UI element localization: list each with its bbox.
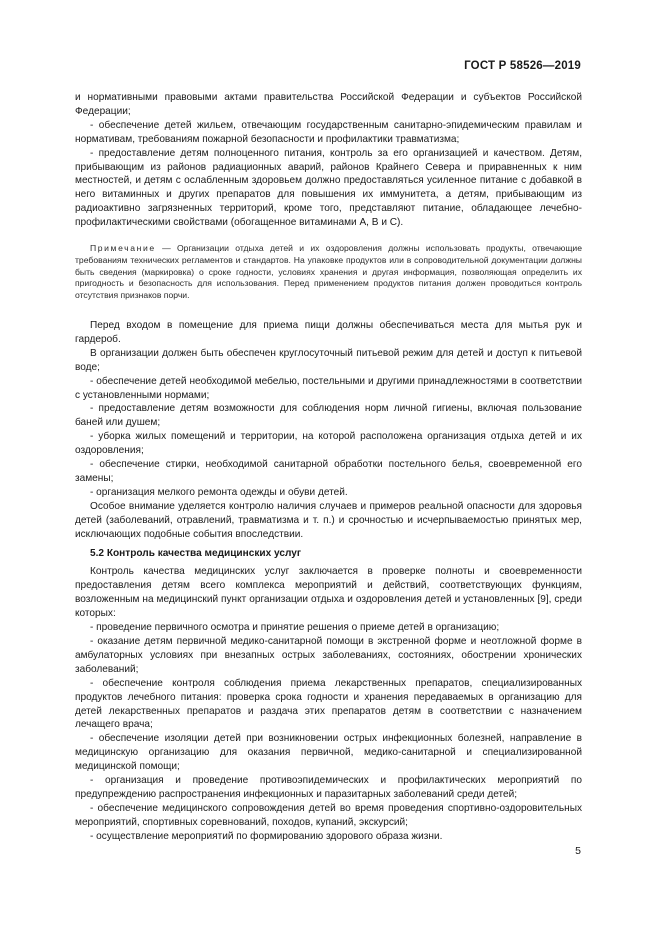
note-text: — Организации отдыха детей и их оздоровления должны использовать продукты, отвечающие требованиям технических регламентов и стандартов. На упаковке продуктов или в сопроводительной документации должны быть сведения (маркировка) о сроке годности, условиях хранения и другая информация, позволяющая определить их пригодность и безопасность для использования. Перед применением продуктов питания должен проводиться контроль отсутствия признаков порчи.: [75, 243, 582, 301]
list-item: - обеспечение детей жильем, отвечающим государственным санитарно-эпидемическим правилам и нормативам, требованиям пожарной безопасности и профилактики травматизма;: [75, 119, 582, 145]
list-item: - проведение первичного осмотра и принятие решения о приеме детей в организацию;: [90, 622, 500, 634]
note-label: Примечание: [90, 243, 156, 254]
paragraph: Перед входом в помещение для приема пищи должны обеспечиваться места для мытья рук и гардероб.: [75, 320, 582, 345]
list-item: - обеспечение медицинского сопровождения детей во время проведения спортивно-оздоровительных мероприятий, спортивных соревнований, походов, купаний, экскурсий;: [75, 802, 582, 828]
document-header: ГОСТ Р 58526—2019: [464, 60, 581, 72]
list-item: - организация и проведение противоэпидемических и профилактических мероприятий по предупреждению распространения инфекционных и паразитарных заболеваний среди детей;: [75, 775, 582, 800]
list-item: - обеспечение изоляции детей при возникновении острых инфекционных болезней, направление в медицинскую организацию для оказания первичной, медико-санитарной и специализированной медицинской помощи;: [75, 733, 582, 773]
paragraph: В организации должен быть обеспечен круглосуточный питьевой режим для детей и доступ к питьевой воде;: [75, 347, 582, 373]
list-item: - осуществление мероприятий по формированию здорового образа жизни.: [90, 830, 443, 842]
note: [75, 243, 582, 302]
list-item: - уборка жилых помещений и территории, на которой расположена организация отдыха детей и их оздоровления;: [75, 431, 582, 457]
list-item: - организация мелкого ремонта одежды и обуви детей.: [90, 486, 348, 498]
paragraph: Контроль качества медицинских услуг заключается в проверке полноты и своевременности предоставления детям всего комплекса мероприятий и действий, соответствующих функциям, возложенным на медицинский пункт организации отдыха и оздоровления детей и установленных [9], среди которых:: [75, 566, 582, 620]
section-heading: 5.2 Контроль качества медицинских услуг: [90, 547, 302, 559]
list-item: - обеспечение контроля соблюдения приема лекарственных препаратов, специализированных продуктов лечебного питания: проверка срока годности и хранения передаваемых в организацию для детей лекарственных препаратов и раздача этих препаратов детям в соответствии с назначением лечащего врача;: [75, 677, 582, 731]
list-item: - предоставление детям полноценного питания, контроль за его организацией и качеством. Детям, прибывающим из районов радиационных аварий, районов Крайнего Севера и приравненных к ним местностей, и детям с ослабленным здоровьем должно предоставляться усиленное питание с добавкой в него витаминных и других препаратов для повышения их иммунитета, а детям, прибывающим из радиоактивно загрязненных территорий, кроме того, представляют питание, обладающее лечебно-профилактическими свойствами (обогащенное витаминами А, В и С).: [75, 147, 582, 229]
paragraph: Особое внимание уделяется контролю наличия случаев и примеров реальной опасности для здоровья детей (заболеваний, отравлений, травматизма и т. п.) и срочностью и исчерпываемостью принятых мер, исключающих подобные события впоследствии.: [75, 500, 582, 540]
list-item: - обеспечение детей необходимой мебелью, постельными и другими принадлежностями в соответствии с установленными нормами;: [75, 375, 582, 401]
list-item: - обеспечение стирки, необходимой санитарной обработки постельного белья, своевременной его замены;: [75, 459, 582, 485]
paragraph: и нормативными правовыми актами правительства Российской Федерации и субъектов Российской Федерации;: [75, 92, 582, 117]
list-item: - предоставление детям возможности для соблюдения норм личной гигиены, включая пользование баней или душем;: [75, 403, 582, 429]
list-item: - оказание детям первичной медико-санитарной помощи в экстренной форме и неотложной форме в амбулаторных условиях при внезапных острых заболеваниях, состояниях, обострении хронических заболеваний;: [75, 635, 582, 675]
page-number: 5: [575, 845, 581, 857]
page-content: [75, 91, 582, 844]
